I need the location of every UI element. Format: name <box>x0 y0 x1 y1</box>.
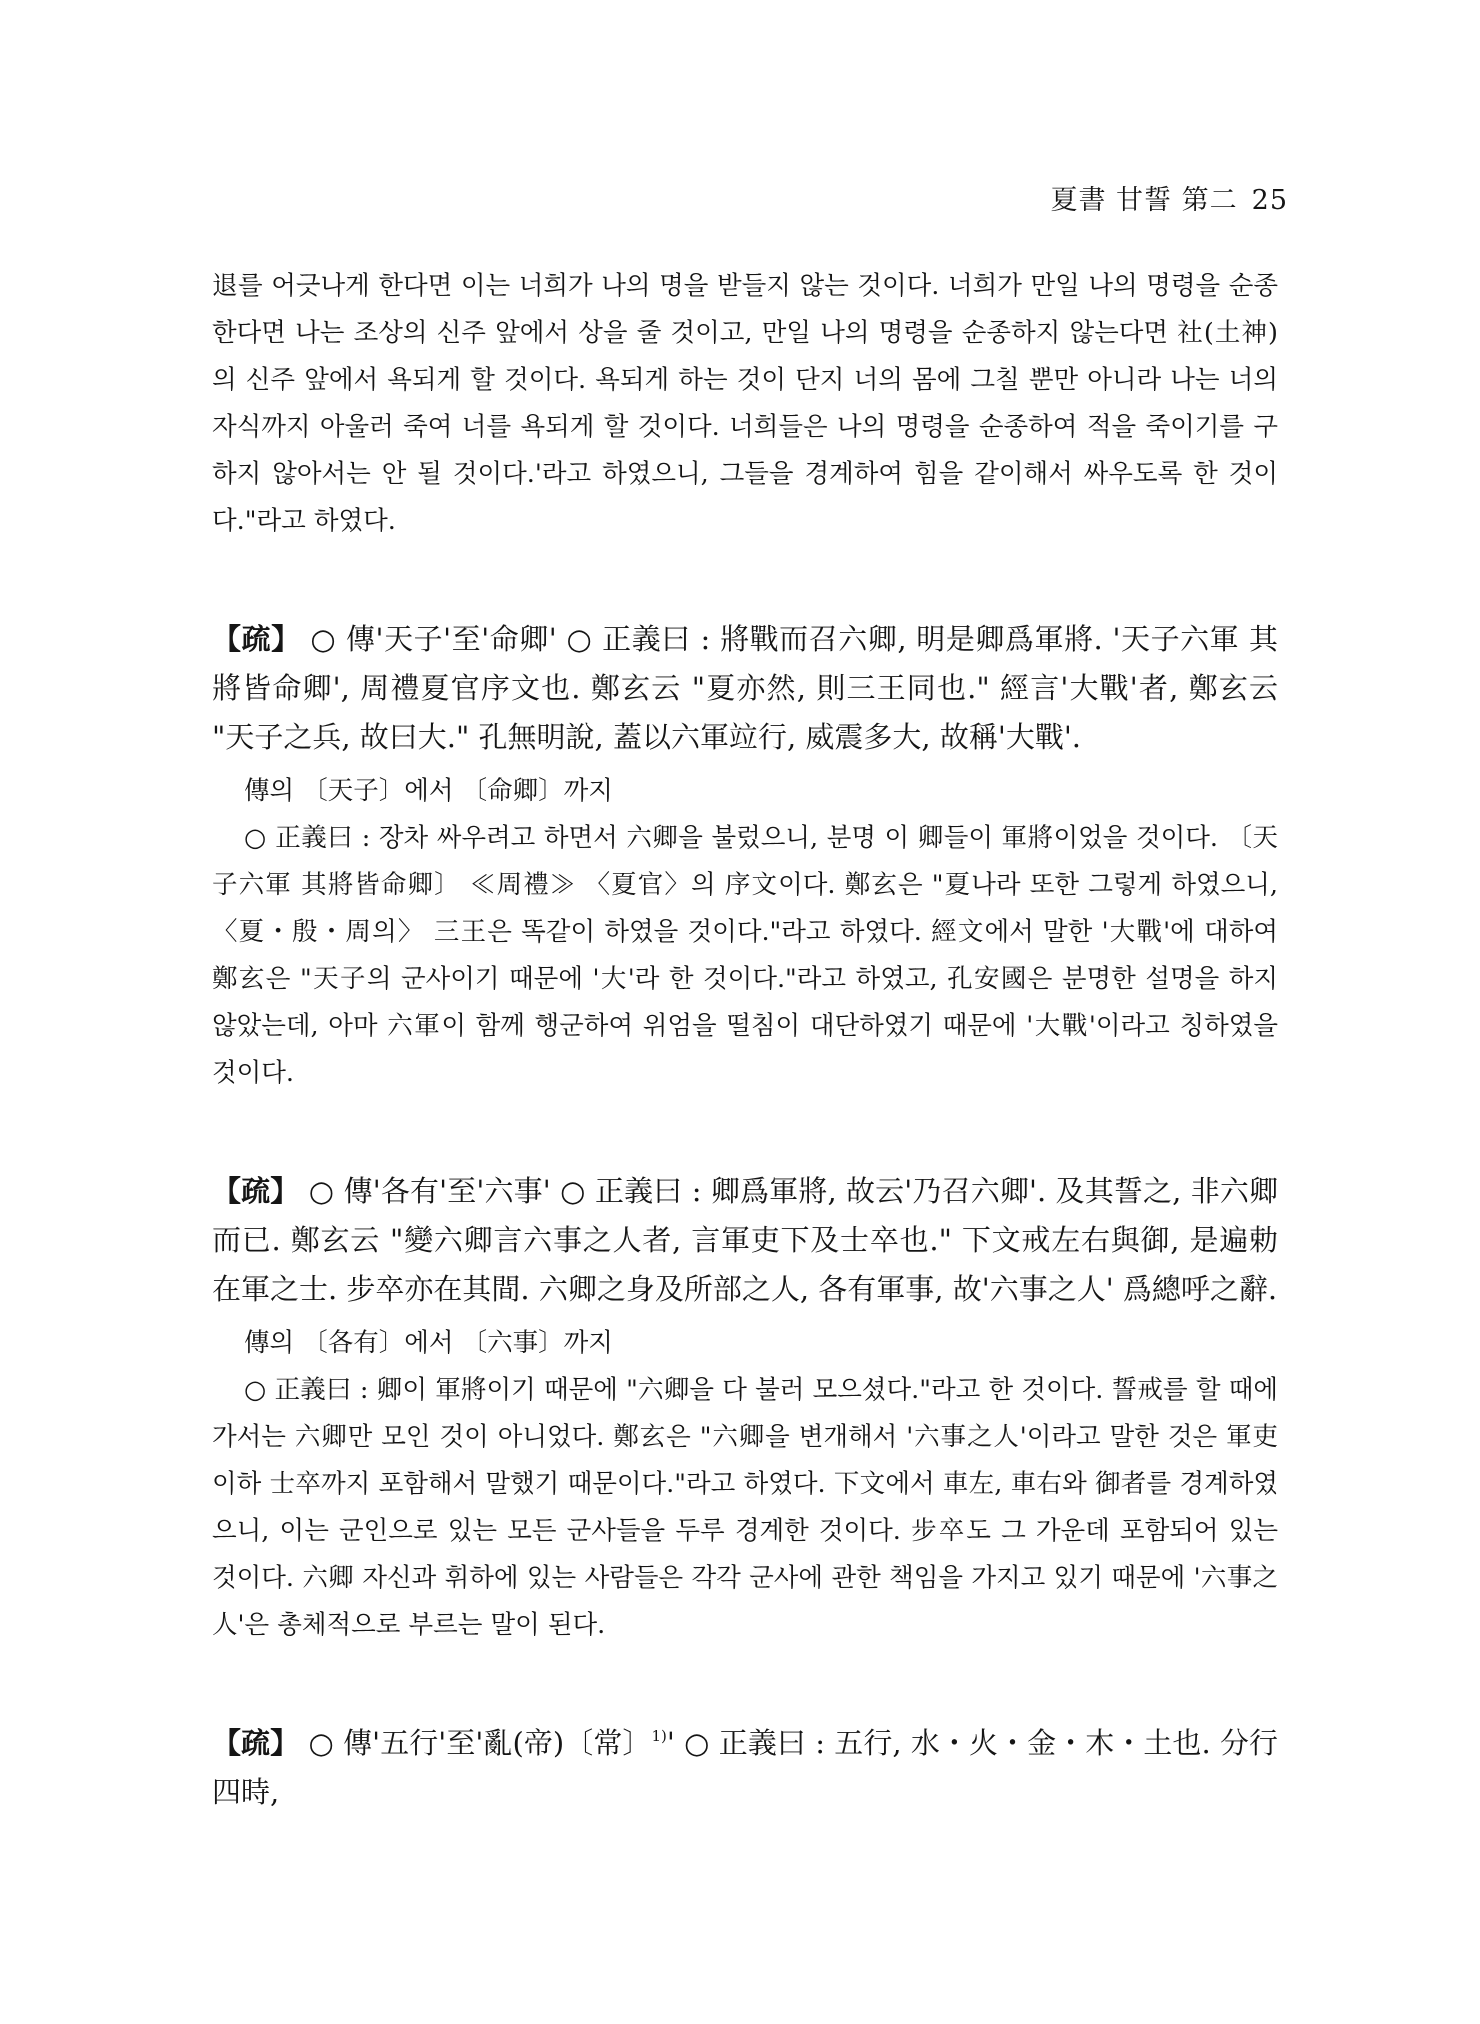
footnote-marker[interactable]: 1) <box>651 1727 667 1745</box>
shu-marker: 【疏】 <box>212 1726 300 1760</box>
shu-text: ○ 傳'天子'至'命卿' ○ 正義曰 : 將戰而召六卿, 明是卿爲軍將. '天子六軍 其將皆命卿', 周禮夏官序文也. 鄭玄云 "夏亦然, 則三王同也." 經言'大戰'者, 鄭玄云 "天子之兵, 故曰大." 孔無明說, 蓋以六軍竝行, 威震多大, 故稱'大戰'. <box>212 622 1278 754</box>
subheading: 傳의 〔天子〕에서 〔命卿〕까지 <box>244 776 613 806</box>
translation-paragraph: 退를 어긋나게 한다면 이는 너희가 나의 명을 받들지 않는 것이다. 너희가 만일 나의 명령을 순종한다면 나는 조상의 신주 앞에서 상을 줄 것이고, 만일 나의 명령을 순종하지 않는다면 社(土神)의 신주 앞에서 욕되게 할 것이다. 욕되게 하는 것이 단지 너의 몸에 그칠 뿐만 아니라 나는 너의 자식까지 아울러 죽여 너를 욕되게 할 것이다. 너희들은 나의 명령을 순종하여 적을 죽이기를 구하지 않아서는 안 될 것이다.'라고 하였으니, 그들을 경계하여 힘을 같이해서 싸우도록 한 것이다."라고 하였다. <box>212 271 1278 536</box>
shu-marker: 【疏】 <box>212 1174 300 1208</box>
subheading: 傳의 〔各有〕에서 〔六事〕까지 <box>244 1328 613 1358</box>
commentary-paragraph <box>212 1719 1278 1817</box>
shu-marker: 【疏】 <box>212 622 301 656</box>
header-title: 夏書 甘誓 第二 <box>1050 185 1238 216</box>
commentary-translation: ○ 正義曰 : 장차 싸우려고 하면서 六卿을 불렀으니, 분명 이 卿들이 軍將이었을 것이다. 〔天子六軍 其將皆命卿〕 ≪周禮≫ 〈夏官〉의 序文이다. 鄭玄은 "夏나라 또한 그렇게 하였으니, 〈夏・殷・周의〉 三王은 똑같이 하였을 것이다."라고 하였다. 經文에서 말한 '大戰'에 대하여 鄭玄은 "天子의 군사이기 때문에 '大'라 한 것이다."라고 하였고, 孔安國은 분명한 설명을 하지 않았는데, 아마 六軍이 함께 행군하여 위엄을 떨침이 대단하였기 때문에 '大戰'이라고 칭하였을 것이다. <box>212 823 1278 1088</box>
page-number: 25 <box>1251 185 1288 216</box>
shu-text: ○ 傳'各有'至'六事' ○ 正義曰 : 卿爲軍將, 故云'乃召六卿'. 及其誓之, 非六卿而已. 鄭玄云 "變六卿言六事之人者, 言軍吏下及士卒也." 下文戒左右與御, 是遍勅在軍之士. 步卒亦在其間. 六卿之身及所部之人, 各有軍事, 故'六事之人' 爲總呼之辭. <box>212 1174 1278 1306</box>
commentary-paragraph <box>212 615 1278 762</box>
shu-text: ○ 傳'五行'至'亂(帝)〔常〕 <box>299 1726 652 1760</box>
commentary-paragraph <box>212 1167 1278 1314</box>
commentary-translation: ○ 正義曰 : 卿이 軍將이기 때문에 "六卿을 다 불러 모으셨다."라고 한 것이다. 誓戒를 할 때에 가서는 六卿만 모인 것이 아니었다. 鄭玄은 "六卿을 변개해서 '六事之人'이라고 말한 것은 軍吏 이하 士卒까지 포함해서 말했기 때문이다."라고 하였다. 下文에서 車左, 車右와 御者를 경계하였으니, 이는 군인으로 있는 모든 군사들을 두루 경계한 것이다. 步卒도 그 가운데 포함되어 있는 것이다. 六卿 자신과 휘하에 있는 사람들은 각각 군사에 관한 책임을 가지고 있기 때문에 '六事之人'은 총체적으로 부르는 말이 된다. <box>212 1375 1278 1640</box>
running-header <box>1050 178 1288 217</box>
shu-text: ' ○ 正義曰 : 五行, 水・火・金・木・土也. 分行四時, <box>212 1726 1278 1809</box>
page-body <box>212 263 1278 1817</box>
